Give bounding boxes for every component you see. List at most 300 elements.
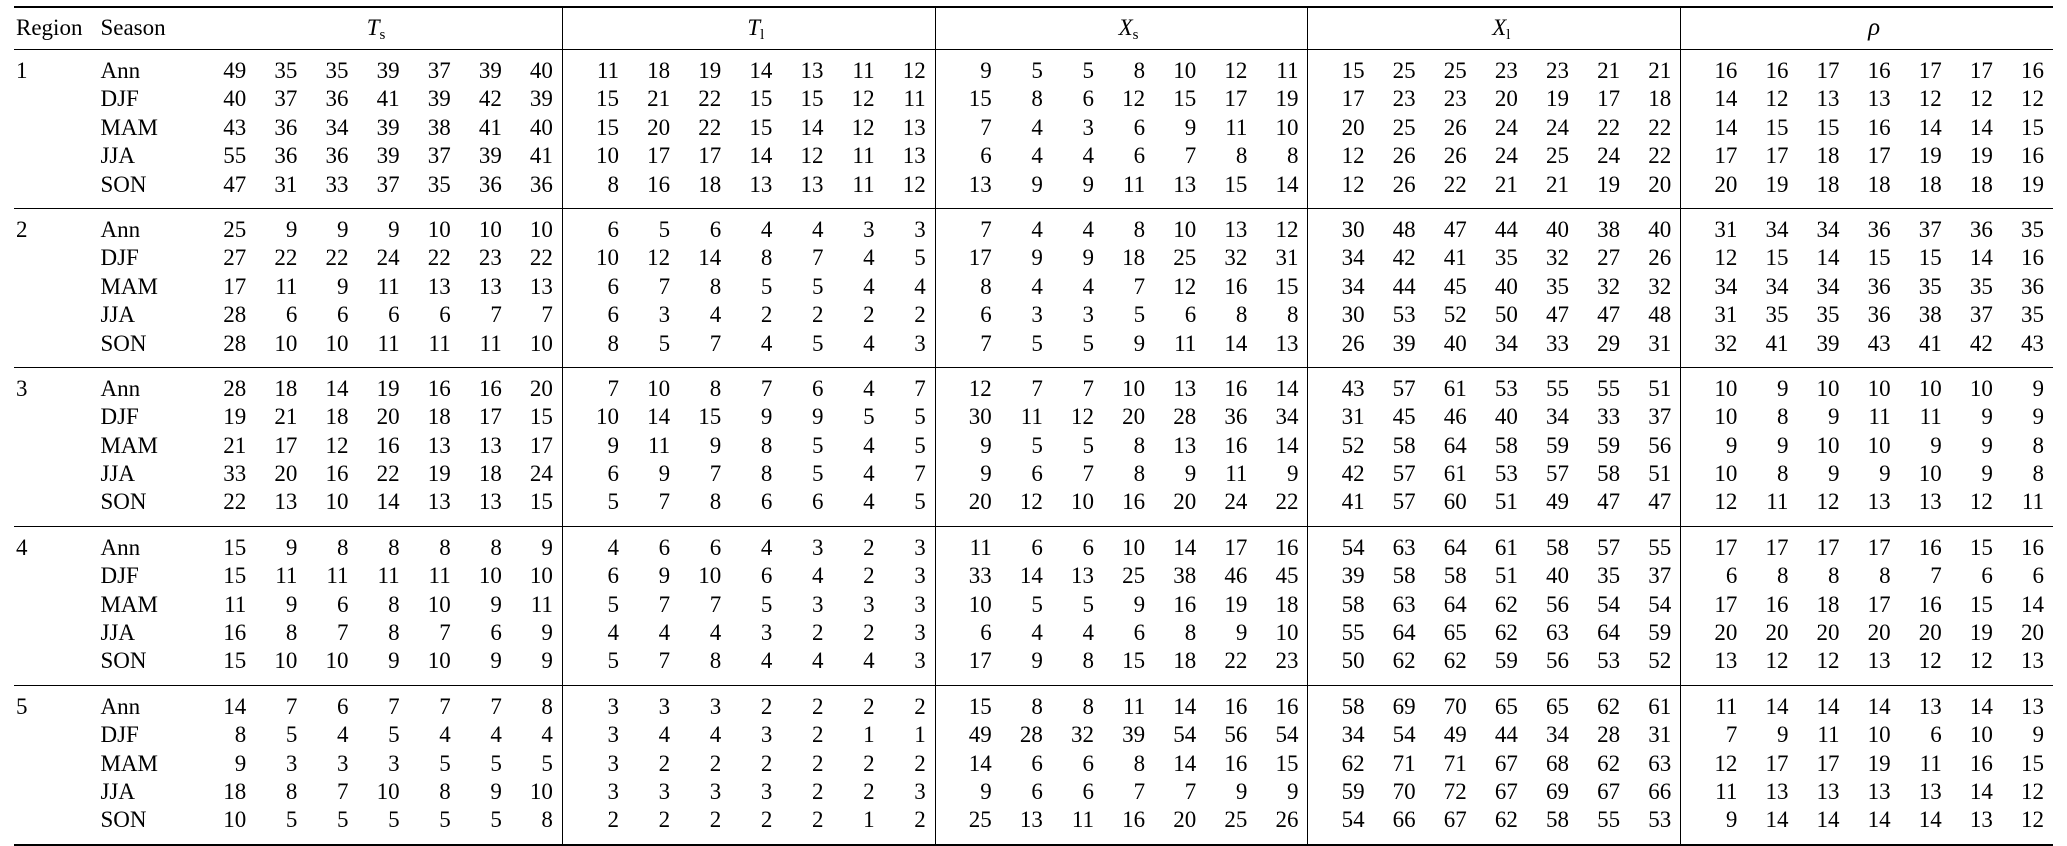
cell-Tl-6: 2 — [863, 750, 875, 776]
cell-Ts-7: 22 — [529, 245, 553, 271]
cell-Ts-5: 4 — [439, 722, 451, 748]
cell-Xs-7: 18 — [1275, 591, 1299, 617]
cell-Xl-5: 34 — [1546, 404, 1569, 430]
cell-Xl-3: 64 — [1425, 526, 1476, 564]
cell-Xl-7: 40 — [1629, 208, 1681, 246]
cell-rho-1: 20 — [1681, 173, 1747, 209]
cell-season: MAM — [100, 114, 158, 140]
cell-rho-2: 14 — [1746, 685, 1797, 723]
cell-rho-6: 14 — [1969, 114, 1993, 140]
cell-Xl-2: 58 — [1392, 432, 1416, 458]
cell-Xl-3: 40 — [1443, 330, 1467, 356]
cell-Xl-1: 41 — [1308, 490, 1374, 526]
cell-Ts-3: 9 — [306, 208, 357, 246]
cell-rho-4: 14 — [1849, 685, 1900, 723]
cell-Xl-6: 32 — [1597, 273, 1621, 299]
table-row — [14, 723, 2053, 751]
cell-Xl-3: 46 — [1443, 404, 1467, 430]
cell-Tl-1: 6 — [562, 208, 628, 246]
cell-Ts-1: 15 — [223, 648, 247, 674]
cell-Tl-3: 4 — [709, 722, 722, 748]
group-symbol: X — [1118, 15, 1133, 40]
cell-Tl-7: 7 — [914, 461, 926, 487]
cell-Ts-5: 7 — [409, 685, 460, 723]
cell-rho-5: 20 — [1918, 620, 1942, 646]
cell-rho-5: 18 — [1918, 171, 1942, 197]
cell-Ts-3: 4 — [336, 722, 349, 748]
cell-Xs-3: 10 — [1071, 489, 1095, 515]
column-header-season: Season — [82, 7, 190, 50]
cell-rho-4: 17 — [1867, 591, 1891, 617]
cell-Ts-7: 13 — [529, 273, 553, 299]
cell-region — [14, 752, 82, 780]
cell-Tl-7: 13 — [902, 114, 926, 140]
cell-Xl-2: 25 — [1392, 58, 1416, 83]
cell-Ts-3: 7 — [336, 778, 349, 804]
cell-Tl-1: 6 — [562, 462, 628, 490]
cell-Ts-3: 11 — [326, 563, 349, 589]
cell-Ts-1: 15 — [223, 563, 247, 589]
cell-Xl-3: 71 — [1443, 750, 1467, 776]
cell-Xs-7: 12 — [1256, 208, 1308, 246]
cell-Tl-2: 3 — [658, 778, 671, 804]
cell-Xs-3: 4 — [1082, 620, 1095, 646]
cell-Xl-4: 34 — [1494, 330, 1518, 356]
cell-Ts-5: 19 — [427, 461, 451, 487]
cell-rho-3: 20 — [1816, 620, 1840, 646]
cell-Tl-1: 6 — [562, 564, 628, 592]
cell-rho-5: 14 — [1900, 808, 1951, 844]
cell-Xs-1: 6 — [935, 303, 1001, 331]
cell-Xs-2: 9 — [1031, 171, 1043, 197]
table-row — [14, 593, 2053, 621]
cell-season: Ann — [82, 526, 190, 564]
cell-Ts-2: 9 — [255, 208, 306, 246]
cell-Tl-6: 11 — [852, 171, 875, 197]
cell-Xl-6: 21 — [1597, 58, 1621, 83]
cell-Xs-6: 16 — [1205, 367, 1256, 405]
cell-Tl-2: 21 — [647, 86, 671, 112]
cell-Xl-1: 34 — [1308, 275, 1374, 303]
cell-region — [14, 462, 82, 490]
cell-Xl-1: 34 — [1308, 246, 1374, 274]
cell-Ts-7: 20 — [511, 367, 563, 405]
cell-Xs-6: 19 — [1224, 591, 1248, 617]
cell-Xs-6: 16 — [1205, 685, 1256, 723]
cell-rho-1: 34 — [1681, 275, 1747, 303]
cell-rho-6: 14 — [1969, 778, 1993, 804]
cell-Xl-5: 24 — [1546, 114, 1569, 140]
cell-Xl-2: 57 — [1392, 489, 1416, 515]
table-row — [14, 246, 2053, 274]
cell-Xs-5: 12 — [1173, 273, 1197, 299]
cell-Tl-1: 9 — [562, 434, 628, 462]
cell-Xs-1: 9 — [935, 50, 1001, 88]
cell-Ts-1: 11 — [224, 591, 247, 617]
cell-Xl-6: 47 — [1597, 302, 1621, 328]
cell-Xl-6: 19 — [1597, 171, 1621, 197]
cell-Tl-1: 15 — [562, 116, 628, 144]
cell-rho-5: 16 — [1918, 591, 1942, 617]
cell-rho-2: 16 — [1765, 58, 1789, 83]
cell-rho-1: 9 — [1681, 434, 1747, 462]
cell-Tl-1: 15 — [562, 87, 628, 115]
cell-Xl-3: 26 — [1443, 143, 1467, 169]
cell-Tl-7: 3 — [914, 591, 926, 617]
group-symbol: T — [747, 15, 761, 40]
cell-rho-6: 37 — [1969, 302, 1993, 328]
cell-Ts-6: 7 — [490, 302, 502, 328]
cell-rho-4: 16 — [1867, 114, 1891, 140]
cell-Tl-7: 5 — [914, 404, 926, 430]
cell-Ts-7: 9 — [541, 648, 553, 674]
cell-Xs-6: 16 — [1224, 750, 1248, 776]
cell-Xl-2: 57 — [1392, 461, 1416, 487]
cell-Ts-5: 16 — [409, 367, 460, 405]
cell-rho-1: 12 — [1681, 752, 1747, 780]
cell-Ts-2: 5 — [255, 808, 306, 844]
cell-Ts-1: 22 — [223, 489, 247, 515]
cell-Xs-3: 9 — [1082, 171, 1095, 197]
cell-rho-1: 10 — [1681, 405, 1747, 433]
cell-rho-6: 17 — [1969, 58, 1993, 83]
cell-rho-4: 13 — [1867, 648, 1891, 674]
cell-Ts-6: 5 — [460, 808, 511, 844]
cell-rho-1: 12 — [1681, 490, 1747, 526]
cell-Tl-1: 11 — [562, 50, 628, 88]
cell-rho-3: 34 — [1797, 208, 1848, 246]
cell-Ts-7: 8 — [511, 685, 563, 723]
cell-Ts-5: 39 — [427, 86, 451, 112]
table-row — [14, 649, 2053, 685]
cell-Tl-2: 7 — [658, 648, 671, 674]
cell-Xl-4: 40 — [1494, 404, 1518, 430]
cell-Ts-2: 17 — [274, 432, 298, 458]
cell-region: 5 — [14, 685, 82, 723]
cell-Xl-6: 53 — [1597, 648, 1621, 674]
cell-Ts-6: 17 — [478, 404, 502, 430]
cell-Xl-7: 61 — [1629, 685, 1681, 723]
cell-Ts-6: 10 — [460, 208, 511, 246]
cell-Xl-7: 53 — [1629, 808, 1681, 844]
table-row — [14, 405, 2053, 433]
cell-Ts-4: 9 — [357, 208, 408, 246]
cell-Tl-5: 2 — [811, 302, 824, 328]
cell-Ts-2: 31 — [274, 171, 298, 197]
cell-Xl-1: 34 — [1308, 723, 1374, 751]
cell-rho-4: 43 — [1867, 330, 1891, 356]
cell-Tl-4: 3 — [760, 620, 773, 646]
cell-Tl-5: 13 — [800, 58, 824, 83]
cell-Ts-4: 20 — [376, 404, 400, 430]
cell-Xl-5: 65 — [1527, 685, 1578, 723]
column-group-header-5 — [1681, 7, 2053, 50]
cell-Xl-3: 52 — [1443, 302, 1467, 328]
cell-Ts-4: 37 — [376, 171, 400, 197]
cell-Xl-3: 61 — [1443, 461, 1467, 487]
cell-Ts-3: 16 — [325, 461, 349, 487]
cell-Xl-6: 47 — [1597, 489, 1621, 515]
cell-Xl-3: 26 — [1443, 114, 1467, 140]
cell-Xl-1: 30 — [1308, 303, 1374, 331]
cell-Xl-4: 58 — [1494, 432, 1518, 458]
cell-rho-3: 8 — [1828, 563, 1840, 589]
cell-Xs-3: 6 — [1082, 778, 1095, 804]
cell-region — [14, 405, 82, 433]
group-symbol: T — [366, 15, 380, 40]
cell-rho-2: 15 — [1765, 245, 1789, 271]
cell-Tl-2: 17 — [647, 143, 671, 169]
cell-rho-7: 16 — [2002, 526, 2053, 564]
cell-Tl-4: 15 — [749, 114, 773, 140]
cell-Xl-4: 24 — [1494, 143, 1518, 169]
cell-Xs-5: 10 — [1154, 208, 1205, 246]
cell-rho-1: 20 — [1681, 621, 1747, 649]
cell-Tl-4: 4 — [760, 648, 773, 674]
cell-rho-7: 12 — [2021, 778, 2044, 804]
cell-Xs-2: 9 — [1031, 245, 1043, 271]
cell-Xl-7: 22 — [1648, 114, 1672, 140]
cell-Ts-7: 7 — [541, 302, 553, 328]
group-subscript: s — [1132, 27, 1139, 43]
cell-Ts-4: 16 — [376, 432, 400, 458]
cell-Ts-2: 10 — [274, 330, 298, 356]
cell-Tl-6: 12 — [851, 114, 875, 140]
cell-rho-5: 13 — [1900, 685, 1951, 723]
cell-Xl-2: 70 — [1392, 778, 1416, 804]
cell-rho-6: 13 — [1951, 808, 2002, 844]
cell-Tl-5: 2 — [781, 685, 832, 723]
cell-rho-4: 36 — [1867, 273, 1891, 299]
cell-Xl-7: 31 — [1648, 722, 1672, 748]
cell-Xs-7: 15 — [1275, 750, 1299, 776]
cell-Tl-2: 6 — [628, 526, 679, 564]
cell-Ts-3: 10 — [325, 330, 349, 356]
cell-Tl-6: 4 — [863, 461, 875, 487]
cell-Ts-3: 6 — [336, 302, 349, 328]
cell-Ts-1: 49 — [223, 58, 247, 83]
cell-Xl-2: 23 — [1392, 86, 1416, 112]
cell-Tl-6: 5 — [863, 404, 875, 430]
cell-rho-5: 9 — [1930, 432, 1942, 458]
cell-Xl-7: 21 — [1648, 58, 1672, 83]
cell-Xs-2: 4 — [1001, 208, 1052, 246]
cell-Xl-1: 42 — [1308, 462, 1374, 490]
cell-rho-6: 15 — [1951, 526, 2002, 564]
cell-season: JJA — [100, 143, 135, 169]
cell-Tl-2: 10 — [628, 367, 679, 405]
cell-rho-1: 6 — [1681, 564, 1747, 592]
cell-Xl-2: 66 — [1374, 808, 1425, 844]
group-symbol: X — [1492, 15, 1507, 40]
cell-rho-2: 17 — [1746, 526, 1797, 564]
cell-Ts-1: 17 — [223, 273, 247, 299]
cell-Xl-7: 48 — [1648, 302, 1672, 328]
cell-Xs-2: 14 — [1019, 563, 1043, 589]
cell-Ts-4: 10 — [376, 778, 400, 804]
cell-Xs-4: 6 — [1133, 620, 1146, 646]
cell-Xs-3: 8 — [1052, 685, 1103, 723]
table-row — [14, 275, 2053, 303]
table-row — [14, 332, 2053, 368]
cell-Tl-6: 2 — [863, 563, 875, 589]
cell-Xs-6: 24 — [1224, 489, 1248, 515]
cell-rho-2: 19 — [1765, 171, 1789, 197]
cell-Xs-4: 39 — [1122, 722, 1146, 748]
cell-region — [14, 621, 82, 649]
cell-Xl-7: 18 — [1648, 86, 1672, 112]
cell-Xs-3: 8 — [1082, 648, 1095, 674]
cell-rho-6: 19 — [1969, 620, 1993, 646]
cell-Xs-4: 9 — [1133, 591, 1146, 617]
cell-Tl-1: 10 — [562, 405, 628, 433]
cell-Tl-2: 3 — [658, 302, 671, 328]
cell-Xs-5: 16 — [1173, 591, 1197, 617]
cell-rho-5: 12 — [1918, 86, 1942, 112]
cell-Tl-4: 2 — [730, 685, 781, 723]
cell-Tl-3: 17 — [698, 143, 722, 169]
cell-Xl-6: 29 — [1597, 330, 1621, 356]
cell-Xs-3: 7 — [1082, 461, 1095, 487]
cell-Xl-1: 12 — [1308, 144, 1374, 172]
cell-Tl-6: 11 — [852, 143, 875, 169]
cell-Xl-2: 69 — [1374, 685, 1425, 723]
cell-Tl-3: 8 — [709, 273, 722, 299]
cell-rho-5: 12 — [1918, 648, 1942, 674]
cell-rho-5: 41 — [1918, 330, 1942, 356]
cell-Xl-2: 39 — [1392, 330, 1416, 356]
cell-Xs-1: 7 — [935, 116, 1001, 144]
cell-Xs-2: 11 — [1020, 404, 1043, 430]
cell-rho-7: 13 — [2002, 685, 2053, 723]
cell-Ts-2: 8 — [285, 620, 298, 646]
cell-region — [14, 723, 82, 751]
cell-Ts-2: 36 — [274, 114, 298, 140]
cell-Xl-1: 62 — [1308, 752, 1374, 780]
cell-rho-1: 32 — [1681, 332, 1747, 368]
cell-Ts-5: 10 — [427, 648, 451, 674]
cell-rho-6: 36 — [1951, 208, 2002, 246]
table-row — [14, 87, 2053, 115]
cell-Xs-1: 13 — [935, 173, 1001, 209]
cell-Xl-7: 32 — [1648, 273, 1672, 299]
cell-Xs-2: 6 — [1001, 526, 1052, 564]
cell-Xs-1: 17 — [935, 246, 1001, 274]
cell-Xs-1: 9 — [935, 434, 1001, 462]
results-table — [14, 6, 2053, 846]
cell-Xs-4: 8 — [1133, 432, 1146, 458]
cell-Tl-2: 18 — [647, 58, 671, 83]
cell-Ts-3: 5 — [306, 808, 357, 844]
cell-rho-2: 8 — [1776, 404, 1789, 430]
cell-Ts-1: 43 — [223, 114, 247, 140]
cell-rho-1: 7 — [1681, 723, 1747, 751]
cell-Ts-6: 16 — [460, 367, 511, 405]
cell-Xs-7: 34 — [1275, 404, 1299, 430]
cell-Xl-3: 22 — [1443, 171, 1467, 197]
cell-Xl-4: 20 — [1494, 86, 1518, 112]
cell-Ts-5: 8 — [409, 526, 460, 564]
cell-Tl-4: 5 — [760, 591, 773, 617]
cell-Ts-7: 5 — [541, 750, 553, 776]
cell-Xl-6: 64 — [1597, 620, 1621, 646]
cell-Tl-1: 8 — [562, 173, 628, 209]
cell-Tl-6: 3 — [863, 591, 875, 617]
cell-Xl-4: 67 — [1494, 750, 1518, 776]
cell-Ts-2: 9 — [255, 526, 306, 564]
cell-Xl-1: 58 — [1308, 593, 1374, 621]
cell-Xl-4: 23 — [1494, 58, 1518, 83]
cell-Xs-1: 7 — [935, 332, 1001, 368]
cell-Xl-2: 25 — [1392, 114, 1416, 140]
cell-rho-2: 34 — [1746, 208, 1797, 246]
cell-rho-3: 17 — [1816, 750, 1840, 776]
cell-season: MAM — [100, 750, 158, 776]
cell-Xl-4: 51 — [1494, 489, 1518, 515]
cell-Ts-7: 10 — [529, 330, 553, 356]
cell-Tl-2: 9 — [658, 461, 671, 487]
cell-Xs-4: 6 — [1133, 143, 1146, 169]
cell-rho-2: 41 — [1765, 330, 1789, 356]
cell-Tl-3: 22 — [698, 86, 722, 112]
cell-Ts-7: 15 — [529, 404, 553, 430]
cell-Tl-3: 15 — [698, 404, 722, 430]
cell-Xl-7: 52 — [1648, 648, 1672, 674]
cell-region — [14, 434, 82, 462]
cell-season: JJA — [100, 461, 135, 487]
cell-rho-4: 11 — [1868, 404, 1891, 430]
cell-Tl-4: 14 — [749, 58, 773, 83]
cell-Tl-5: 2 — [811, 778, 824, 804]
cell-Xl-5: 40 — [1546, 563, 1569, 589]
cell-Ts-5: 18 — [427, 404, 451, 430]
cell-Tl-7: 4 — [914, 273, 926, 299]
cell-Xl-5: 32 — [1546, 245, 1569, 271]
cell-rho-5: 35 — [1918, 273, 1942, 299]
cell-Ts-5: 7 — [439, 620, 451, 646]
cell-Tl-4: 2 — [760, 302, 773, 328]
cell-Ts-2: 35 — [274, 58, 298, 83]
cell-Xs-7: 14 — [1275, 432, 1299, 458]
cell-Ts-5: 13 — [427, 489, 451, 515]
cell-Tl-3: 22 — [698, 114, 722, 140]
cell-Ts-5: 8 — [439, 778, 451, 804]
cell-Tl-4: 8 — [760, 245, 773, 271]
cell-Xs-3: 9 — [1082, 245, 1095, 271]
cell-Xl-6: 28 — [1597, 722, 1621, 748]
cell-Tl-6: 1 — [832, 808, 883, 844]
cell-rho-1: 9 — [1681, 808, 1747, 844]
cell-Ts-7: 15 — [529, 489, 553, 515]
cell-rho-7: 12 — [2021, 86, 2044, 112]
cell-Xl-2: 57 — [1374, 367, 1425, 405]
cell-Xl-5: 69 — [1546, 778, 1569, 804]
cell-rho-7: 16 — [2021, 58, 2044, 83]
cell-Xs-1: 11 — [935, 526, 1001, 564]
cell-Xs-6: 8 — [1235, 302, 1248, 328]
cell-Xs-6: 36 — [1224, 404, 1248, 430]
cell-Ts-2: 6 — [285, 302, 298, 328]
cell-Xs-6: 16 — [1224, 432, 1248, 458]
cell-Tl-4: 4 — [730, 526, 781, 564]
cell-rho-6: 9 — [1981, 461, 1993, 487]
cell-Ts-6: 8 — [460, 526, 511, 564]
cell-region — [14, 303, 82, 331]
cell-rho-6: 10 — [1969, 722, 1993, 748]
cell-Tl-7: 3 — [914, 330, 926, 356]
cell-Xl-3: 70 — [1425, 685, 1476, 723]
cell-Tl-3: 8 — [679, 367, 730, 405]
